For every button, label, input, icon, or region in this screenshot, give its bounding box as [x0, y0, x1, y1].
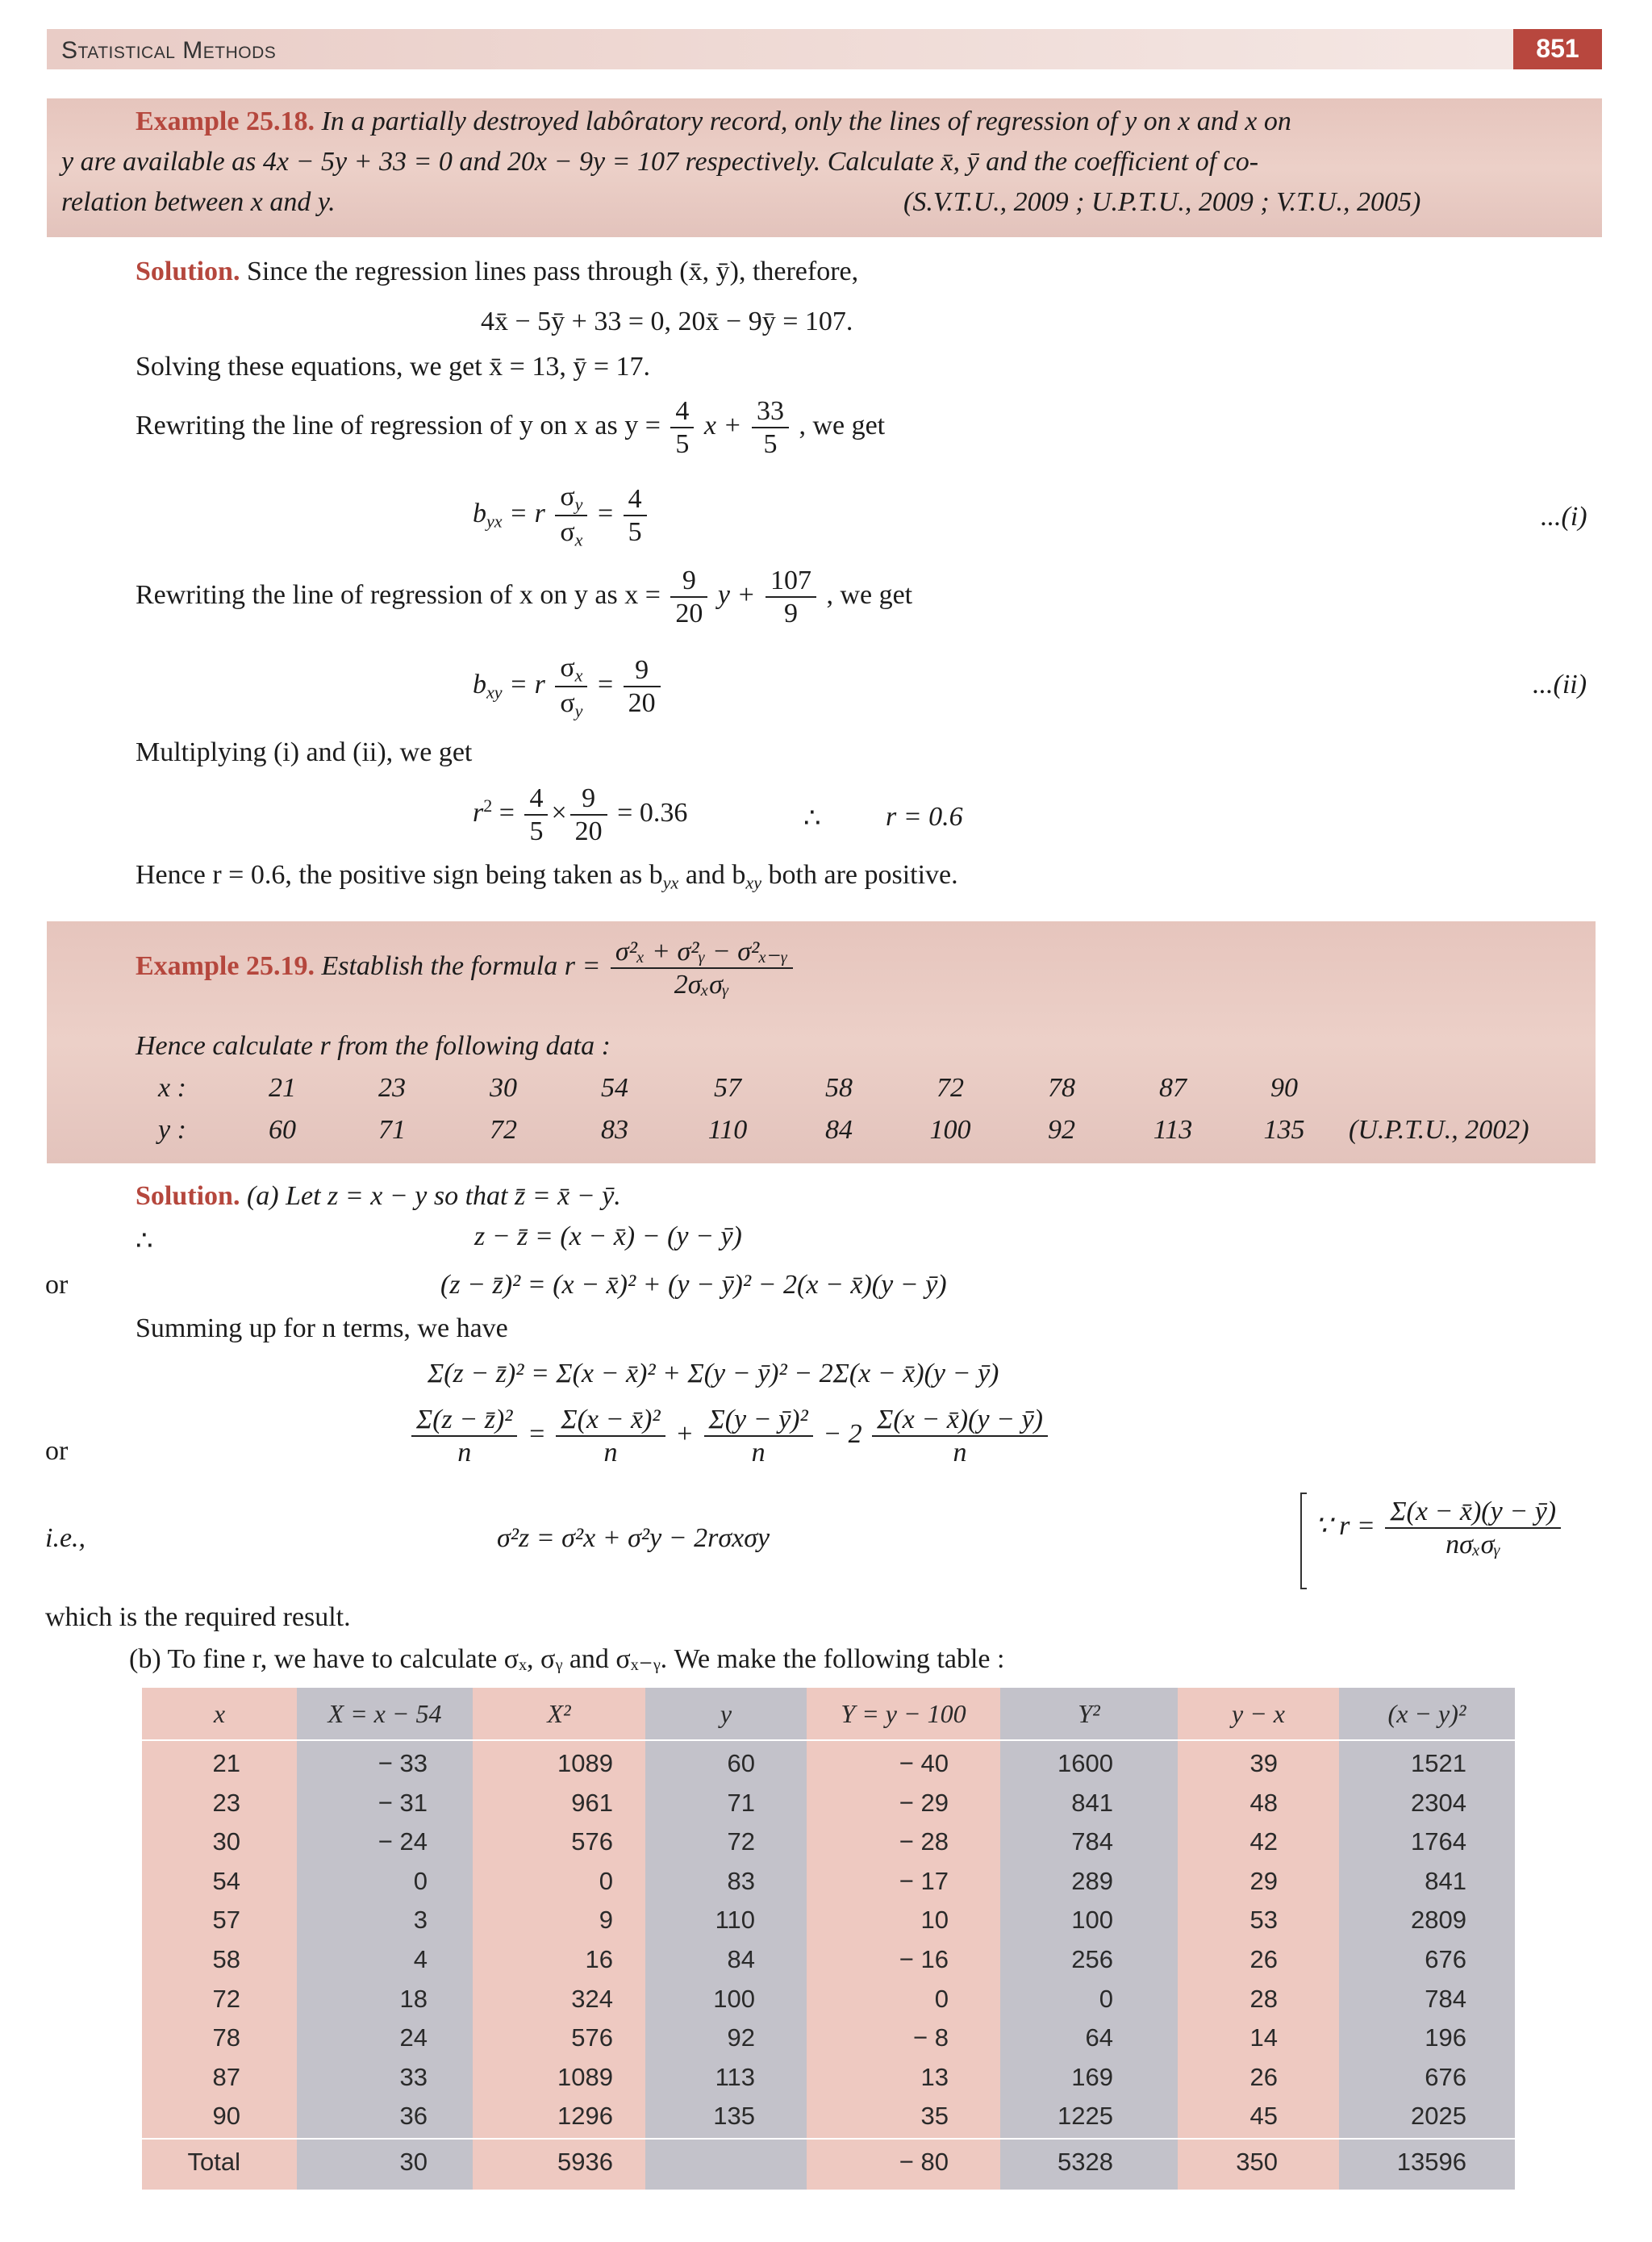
solution-part-a [136, 1181, 621, 1212]
fraction [872, 1404, 1048, 1468]
fraction [556, 1404, 665, 1468]
table-cell: 0 [934, 1984, 949, 2013]
fraction-numerator: 9 [570, 783, 607, 816]
fraction-denominator: n [953, 1438, 967, 1468]
multiplying-text: Multiplying (i) and (ii), we get [136, 737, 473, 767]
sigma: σ [560, 653, 575, 683]
hence-part3: both are positive. [768, 860, 958, 890]
table-cell: 53 [1249, 1906, 1278, 1935]
table-cell: 39 [1249, 1749, 1278, 1777]
fraction-denominator: 20 [628, 688, 656, 719]
we-get: , we get [826, 579, 913, 610]
fraction [752, 395, 789, 460]
example-25-18-line2: y are available as 4x − 5y + 33 = 0 and 20x − 9y = 107 respectively. Calculate x̄, ȳ and the coefficient of co- [61, 147, 1259, 177]
x-value: 90 [1270, 1073, 1298, 1103]
fraction-denominator: 5 [675, 429, 690, 460]
hence-text [136, 860, 958, 894]
y-value: 60 [269, 1115, 296, 1145]
table-cell: 54 [212, 1866, 240, 1895]
sigma-ratio [555, 481, 587, 550]
since-r-formula [1315, 1496, 1564, 1560]
b-subscript: yx [486, 511, 503, 532]
table-cell: 10 [920, 1906, 949, 1935]
table-total-cell: 30 [399, 2148, 428, 2176]
table-cell: 784 [1071, 1827, 1113, 1856]
table-cell: 45 [1249, 2102, 1278, 2131]
table-total-cell: 350 [1236, 2148, 1278, 2176]
equation-z-diff: z − z̄ = (x − x̄) − (y − ȳ) [474, 1221, 742, 1251]
therefore-symbol: ∴ [803, 804, 821, 833]
summing-text: Summing up for n terms, we have [136, 1313, 508, 1343]
solution-label: Solution. [136, 1181, 240, 1211]
example-label: Example 25.18. [136, 106, 315, 136]
table-cell: 9 [599, 1906, 613, 1935]
x-value: 58 [825, 1073, 853, 1103]
table-cell: 2809 [1411, 1906, 1466, 1935]
y-value: 92 [1048, 1115, 1075, 1145]
table-cell: − 29 [899, 1788, 949, 1817]
example-25-19-statement [136, 936, 796, 1000]
table-cell: 60 [727, 1749, 755, 1777]
fraction-numerator: Σ(z − z̄)² [411, 1404, 517, 1437]
sigma-ratio [555, 652, 587, 721]
table-cell: 113 [715, 2062, 755, 2091]
table-rule [142, 1739, 1515, 1741]
fraction-numerator: Σ(y − ȳ)² [704, 1404, 813, 1437]
table-header-cell: x [213, 1699, 226, 1728]
solution-intro-text: Since the regression lines pass through (x̄, ȳ), therefore, [246, 257, 859, 286]
example-hence: Hence calculate r from the following data : [136, 1031, 611, 1061]
fraction [670, 395, 694, 460]
x-row-label: x : [158, 1073, 186, 1103]
table-header-cell: y [720, 1699, 732, 1728]
r-symbol: r [473, 797, 484, 828]
table-cell: 42 [1249, 1827, 1278, 1856]
fraction-denominator: 9 [783, 599, 798, 629]
sigma-sub: x [574, 529, 583, 550]
table-cell: 961 [571, 1788, 613, 1817]
since-r: ∵ r = [1315, 1510, 1375, 1541]
table-cell: − 33 [378, 1749, 428, 1777]
table-cell: − 24 [378, 1827, 428, 1856]
y-value: 72 [490, 1115, 517, 1145]
table-cell: 100 [713, 1984, 755, 2013]
table-cell: 72 [727, 1827, 755, 1856]
table-cell: 26 [1249, 2062, 1278, 2091]
byx-equation: $b_{yx} = r$ $\frac{\sigma_y}{\sigma_x}$ = $\frac{4}{5}$ [473, 481, 650, 550]
example-reference: (U.P.T.U., 2002) [1349, 1115, 1529, 1145]
therefore-symbol: ∴ [136, 1226, 153, 1256]
table-cell: 169 [1071, 2062, 1113, 2091]
table-header-cell: Y² [1078, 1699, 1100, 1728]
table-cell: 1089 [557, 2062, 613, 2091]
fraction-denominator: nσₓσᵧ [1446, 1530, 1501, 1560]
rewrite-text: Rewriting the line of regression of y on x as y = [136, 410, 661, 440]
rewrite-mid: y + [717, 579, 756, 610]
solution-label: Solution. [136, 257, 240, 286]
fraction [524, 783, 548, 847]
table-cell: 24 [399, 2023, 428, 2052]
table-cell: 1521 [1411, 1749, 1466, 1777]
b-symbol: b [473, 669, 486, 699]
x-value: 78 [1048, 1073, 1075, 1103]
ie-label: i.e., [45, 1523, 86, 1553]
table-cell: 1225 [1058, 2102, 1113, 2131]
equals-r: = r [509, 498, 545, 528]
table-header-cell: X = x − 54 [327, 1699, 442, 1728]
b-symbol: b [473, 498, 486, 528]
table-total-cell: 5328 [1058, 2148, 1113, 2176]
table-cell: 1764 [1411, 1827, 1466, 1856]
example-reference: (S.V.T.U., 2009 ; U.P.T.U., 2009 ; V.T.U., 2005) [903, 187, 1421, 217]
or-label: or [45, 1436, 69, 1466]
table-cell: 2304 [1411, 1788, 1466, 1817]
equation-variance: σ²z = σ²x + σ²y − 2rσxσy [497, 1523, 770, 1553]
table-cell: 324 [571, 1984, 613, 2013]
table-cell: 35 [920, 2102, 949, 2131]
r-squared-equation: $r^2$ = $\frac{4}{5}$ × $\frac{9}{20}$ = 0.36 [473, 783, 688, 847]
table-cell: 256 [1071, 1945, 1113, 1973]
equation-z-squared: (z − z̄)² = (x − x̄)² + (y − ȳ)² − 2(x − x̄)(y − ȳ) [440, 1270, 947, 1300]
running-head-bar [47, 29, 1602, 69]
equation-sum-over-n [408, 1404, 1051, 1468]
or-label: or [45, 1270, 69, 1300]
fraction-denominator: n [751, 1438, 766, 1468]
y-value: 83 [601, 1115, 628, 1145]
table-cell: 135 [713, 2102, 755, 2131]
table-cell: 58 [212, 1945, 240, 1973]
table-cell: 36 [399, 2102, 428, 2131]
table-cell: − 40 [899, 1749, 949, 1777]
fraction-denominator: n [603, 1438, 618, 1468]
fraction-numerator: 9 [670, 565, 707, 598]
x-value: 21 [269, 1073, 296, 1103]
y-value: 100 [929, 1115, 971, 1145]
fraction [624, 483, 647, 548]
y-value: 110 [707, 1115, 748, 1145]
table-cell: 21 [212, 1749, 240, 1777]
fraction-numerator: Σ(x − x̄)(y − ȳ) [872, 1404, 1048, 1437]
fraction-numerator: 33 [752, 395, 789, 428]
fraction-numerator: 9 [624, 654, 661, 687]
rewrite-x-on-y [136, 565, 912, 629]
sigma-sub: y [574, 700, 583, 721]
table-cell: 48 [1249, 1788, 1278, 1817]
y-row-label: y : [158, 1115, 186, 1145]
table-cell: 16 [585, 1945, 613, 1973]
fraction-numerator: Σ(x − x̄)² [556, 1404, 665, 1437]
fraction-denominator: n [457, 1438, 472, 1468]
solving-text: Solving these equations, we get x̄ = 13, ȳ = 17. [136, 352, 650, 382]
table-cell: − 8 [913, 2023, 949, 2052]
fraction [766, 565, 816, 629]
y-value: 84 [825, 1115, 853, 1145]
example-25-18-line1 [136, 106, 1291, 137]
fraction-denominator: 5 [763, 429, 778, 460]
table-cell: 13 [920, 2062, 949, 2091]
example-text: Establish the formula r = [321, 950, 601, 981]
table-cell: 64 [1085, 2023, 1113, 2052]
table-cell: 90 [212, 2102, 240, 2131]
table-cell: 0 [413, 1866, 428, 1895]
fraction [704, 1404, 813, 1468]
table-cell: 676 [1425, 2062, 1466, 2091]
fraction-denominator: 20 [675, 599, 703, 629]
sigma: σ [560, 482, 575, 511]
bxy-equation: $b_{xy} = r$ $\frac{\sigma_x}{\sigma_y}$ = $\frac{9}{20}$ [473, 652, 664, 721]
table-cell: 26 [1249, 1945, 1278, 1973]
table-header-cell: Y = y − 100 [841, 1699, 966, 1728]
table-cell: 1089 [557, 1749, 613, 1777]
table-cell: − 16 [899, 1945, 949, 1973]
rewrite-mid: x + [703, 410, 742, 440]
table-cell: 110 [715, 1906, 755, 1935]
table-cell: 100 [1071, 1906, 1113, 1935]
example-label: Example 25.19. [136, 950, 315, 981]
sigma: σ [560, 688, 575, 719]
table-cell: 83 [727, 1866, 755, 1895]
fraction [570, 783, 607, 847]
formula-numerator: σ²ₓ + σ²ᵧ − σ²ₓ₋ᵧ [611, 936, 793, 969]
table-cell: 23 [212, 1788, 240, 1817]
table-cell: 3 [413, 1906, 428, 1935]
sigma-sub: x [574, 665, 583, 686]
x-value: 23 [378, 1073, 406, 1103]
we-get: , we get [799, 410, 886, 440]
r2-result: = 0.36 [617, 797, 688, 828]
formula-fraction [611, 936, 793, 1000]
table-cell: 289 [1071, 1866, 1113, 1895]
sigma-sub: y [574, 494, 583, 515]
r-value: r = 0.6 [886, 802, 963, 832]
hence-part2: and b [685, 860, 746, 890]
table-cell: 29 [1249, 1866, 1278, 1895]
table-cell: 676 [1425, 1945, 1466, 1973]
table-cell: 2025 [1411, 2102, 1466, 2131]
fraction-numerator: 4 [624, 483, 647, 516]
table-cell: 84 [727, 1945, 755, 1973]
y-value: 113 [1153, 1115, 1193, 1145]
table-cell: 78 [212, 2023, 240, 2052]
example-text: In a partially destroyed labôratory record, only the lines of regression of y on x and x on [321, 106, 1291, 136]
b-subscript: yx [662, 872, 679, 893]
fraction-numerator: 4 [524, 783, 548, 816]
fraction-numerator: Σ(x − x̄)(y − ȳ) [1385, 1496, 1561, 1529]
table-header-cell: y − x [1232, 1699, 1285, 1728]
table-total-cell: − 80 [899, 2148, 949, 2176]
page-number: 851 [1536, 34, 1579, 63]
table-cell: 576 [571, 1827, 613, 1856]
table-cell: 71 [727, 1788, 755, 1817]
table-cell: 87 [212, 2062, 240, 2091]
rewrite-text: Rewriting the line of regression of x on y as x = [136, 579, 661, 610]
equals-r: = r [509, 669, 545, 699]
table-cell: 33 [399, 2062, 428, 2091]
equation-system: 4x̄ − 5ȳ + 33 = 0, 20x̄ − 9ȳ = 107. [481, 307, 853, 336]
table-cell: 784 [1425, 1984, 1466, 2013]
equation-number-ii: ...(ii) [1533, 670, 1587, 699]
table-cell: 18 [399, 1984, 428, 2013]
computation-table [142, 1688, 1515, 2190]
x-value: 57 [714, 1073, 741, 1103]
plus: + [675, 1418, 695, 1449]
equation-number-i: ...(i) [1541, 502, 1587, 532]
table-cell: 1296 [557, 2102, 613, 2131]
b-subscript: xy [486, 682, 503, 703]
table-rule [142, 2138, 1515, 2140]
table-cell: − 28 [899, 1827, 949, 1856]
y-value: 135 [1263, 1115, 1305, 1145]
fraction-numerator: 107 [766, 565, 816, 598]
required-result: which is the required result. [45, 1602, 351, 1632]
table-cell: − 17 [899, 1866, 949, 1895]
table-cell: 28 [1249, 1984, 1278, 2013]
fraction-denominator: 5 [628, 517, 642, 548]
x-value: 72 [937, 1073, 964, 1103]
table-cell: 1600 [1058, 1749, 1113, 1777]
minus-two: − 2 [823, 1418, 862, 1449]
x-value: 30 [490, 1073, 517, 1103]
fraction [624, 654, 661, 719]
fraction [1385, 1496, 1561, 1560]
table-cell: 72 [212, 1984, 240, 2013]
table-cell: 576 [571, 2023, 613, 2052]
formula-denominator: 2σₓσᵧ [674, 970, 729, 1000]
table-cell: 196 [1425, 2023, 1466, 2052]
example-25-18-line3: relation between x and y. [61, 187, 336, 217]
table-cell: 841 [1425, 1866, 1466, 1895]
table-cell: 0 [1099, 1984, 1113, 2013]
rewrite-y-on-x [136, 395, 885, 460]
hence-part1: Hence r = 0.6, the positive sign being taken as b [136, 860, 663, 890]
fraction-denominator: 5 [529, 816, 544, 847]
table-cell: 14 [1249, 2023, 1278, 2052]
b-subscript: xy [745, 872, 762, 893]
running-head: Statistical Methods [61, 37, 277, 64]
table-cell: 4 [413, 1945, 428, 1973]
part-a-text: (a) Let z = x − y so that z̄ = x̄ − ȳ. [246, 1181, 621, 1211]
y-value: 71 [378, 1115, 406, 1145]
table-cell: 30 [212, 1827, 240, 1856]
fraction [670, 565, 707, 629]
x-value: 87 [1159, 1073, 1187, 1103]
solution-intro [136, 257, 858, 287]
part-b-text: (b) To fine r, we have to calculate σₓ, σᵧ and σₓ₋ᵧ. We make the following table : [129, 1644, 1005, 1674]
equation-sum: Σ(z − z̄)² = Σ(x − x̄)² + Σ(y − ȳ)² − 2Σ(x − x̄)(y − ȳ) [428, 1359, 999, 1388]
table-total-cell: 13596 [1396, 2148, 1466, 2176]
bracket [1300, 1493, 1307, 1589]
fraction [411, 1404, 517, 1468]
table-header-cell: (x − y)² [1387, 1699, 1466, 1728]
table-header-cell: X² [547, 1699, 571, 1728]
table-total-cell: 5936 [557, 2148, 613, 2176]
fraction-numerator: 4 [670, 395, 694, 428]
equals: = [527, 1418, 546, 1449]
sigma: σ [560, 517, 575, 548]
x-value: 54 [601, 1073, 628, 1103]
table-cell: 841 [1071, 1788, 1113, 1817]
table-cell: 0 [599, 1866, 613, 1895]
table-total-cell: Total [187, 2148, 240, 2176]
table-cell: 92 [727, 2023, 755, 2052]
table-cell: 57 [212, 1906, 240, 1935]
fraction-denominator: 20 [574, 816, 603, 847]
table-cell: − 31 [378, 1788, 428, 1817]
